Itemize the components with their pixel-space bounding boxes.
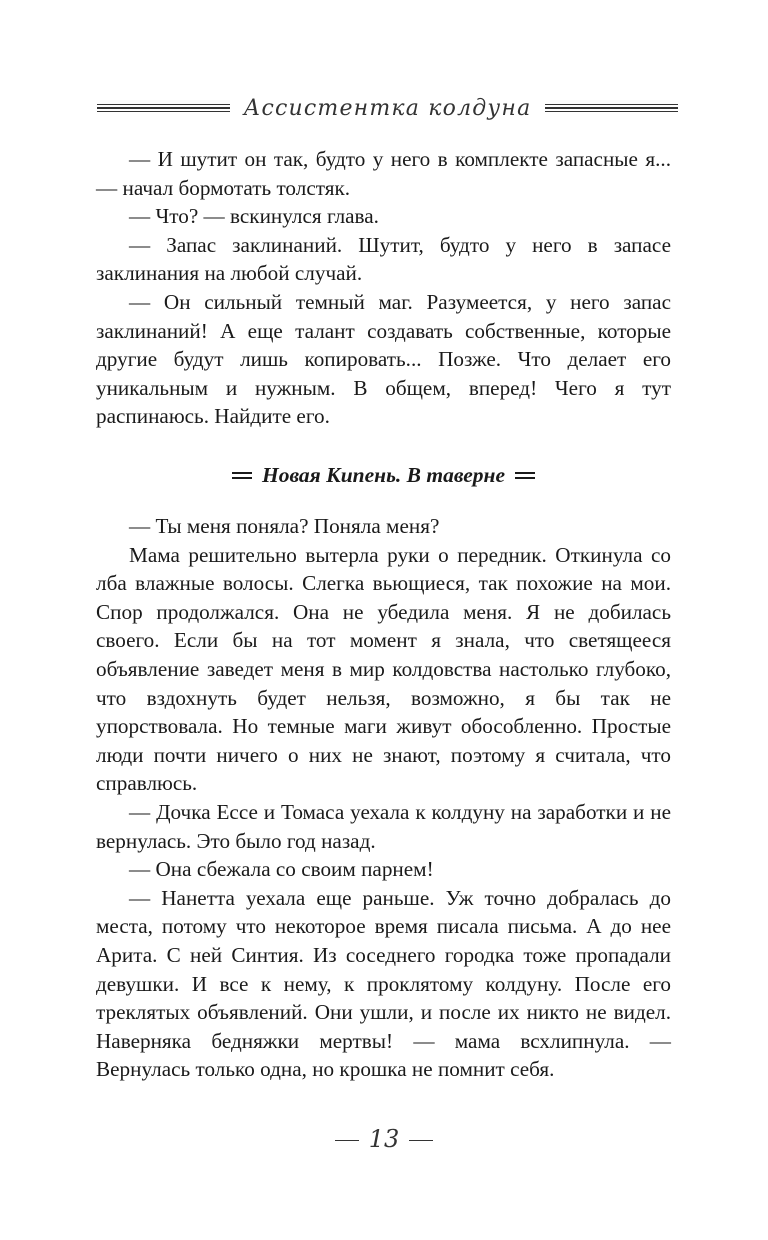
header-rule-left xyxy=(97,104,230,113)
paragraph: — Дочка Ессе и Томаса уехала к колдуну на заработки и не вернулась. Это было год назад. xyxy=(96,799,671,853)
paragraph: Мама решительно вытерла руки о передник. Откинула со лба влажные волосы. Слегка вьющиеся, так похожие на мои. Спор продолжался. Она не убедила меня. Я не добилась своего. Если бы на тот момент я знала, что светящееся объявление заведет меня в мир колдовства настолько глубоко, что вздохнуть будет нельзя, возможно, я бы так не упорствовала. Но темные маги живут обособленно. Простые люди почти ничего о них не знают, поэтому я считала, что справлюсь. xyxy=(96,542,671,796)
page-number: 13 xyxy=(368,1125,400,1153)
header-rule-right xyxy=(545,104,678,113)
text-block-lower xyxy=(96,512,671,1084)
running-header xyxy=(97,88,678,128)
folio-dash-left xyxy=(335,1140,359,1142)
text-block-upper xyxy=(96,145,671,431)
paragraph: — Запас заклинаний. Шутит, будто у него в запасе заклинания на любой случай. xyxy=(96,232,671,286)
paragraph: — Он сильный темный маг. Разумеется, у него запас заклинаний! А еще талант создавать собственные, которые другие будут лишь копировать... Позже. Что делает его уникальным и нужным. В общем, вперед! Чего я тут распинаюсь. Найдите его. xyxy=(96,289,671,429)
folio-dash-right xyxy=(409,1140,433,1142)
paragraph: — Ты меня поняла? Поняла меня? xyxy=(129,514,440,538)
heading-ornament-right xyxy=(515,472,535,479)
page-number-footer xyxy=(0,1125,768,1153)
paragraph: — Нанетта уехала еще раньше. Уж точно добралась до места, потому что некоторое время писала письма. А до нее Арита. С ней Синтия. Из соседнего городка тоже пропадали девушки. И все к нему, к проклятому колдуну. После его треклятых объявлений. Они ушли, и после их никто не видел. Наверняка бедняжки мертвы! — мама всхлипнула. — Вернулась только одна, но крошка не помнит себя. xyxy=(96,885,671,1082)
section-heading xyxy=(96,463,671,488)
paragraph: — И шутит он так, будто у него в комплекте запасные я... — начал бормотать толстяк. xyxy=(96,147,671,200)
running-title: Ассистентка колдуна xyxy=(243,95,532,121)
paragraph: — Что? — вскинулся глава. xyxy=(129,204,379,229)
heading-ornament-left xyxy=(232,472,252,479)
section-heading-text: Новая Кипень. В таверне xyxy=(262,463,505,487)
paragraph: — Она сбежала со своим парнем! xyxy=(129,857,434,882)
